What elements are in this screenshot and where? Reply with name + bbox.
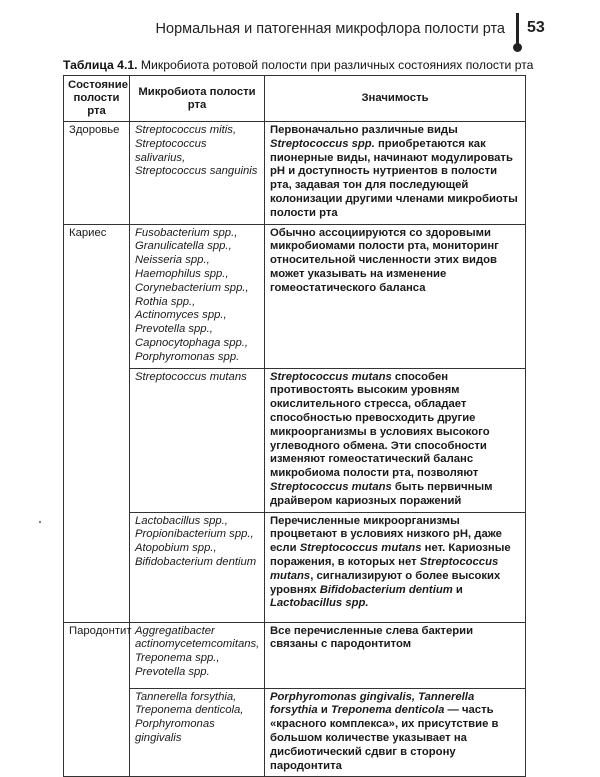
- significance-species: Streptococcus spp.: [270, 137, 375, 150]
- significance-text: приобретаются как пионерные виды, начинают модулировать pH и доступность нутриентов в полости рта, задавая тон для последующей колонизации другими членами микробиоты полости рта: [270, 137, 518, 219]
- significance-species: Streptococcus mutans: [270, 480, 392, 493]
- significance-cell: Все перечисленные слева бактерии связаны с пародонтитом: [265, 622, 526, 688]
- table-row: [64, 122, 526, 225]
- significance-species: Lactobacillus spp.: [270, 597, 369, 610]
- running-header: [0, 13, 600, 47]
- significance-text: быть первичным драйвером кариозных поражений: [270, 480, 493, 507]
- microbiota-cell: Streptococcus mutans: [130, 368, 265, 512]
- significance-cell: [265, 512, 526, 622]
- table-row: [64, 512, 526, 622]
- microbiota-cell: Streptococcus mitis, Streptococcus salivarius, Streptococcus sanguinis: [130, 122, 265, 225]
- significance-text: и: [452, 583, 463, 596]
- table-row: [64, 224, 526, 368]
- table-caption: [63, 58, 533, 72]
- significance-text: Перечисленные микроорганизмы процветают в условиях низкого pH, даже если: [270, 514, 502, 555]
- microbiota-table: [63, 75, 526, 777]
- table-caption-text: Микробиота ротовой полости при различных состояниях полости рта: [137, 58, 534, 72]
- significance-species: Treponema denticola: [330, 704, 445, 717]
- significance-text: и: [317, 704, 331, 717]
- significance-cell: Обычно ассоциируются со здоровыми микробиомами полости рта, мониторинг относительной численности этих видов может указывать на изменение гомеостатического баланса: [265, 224, 526, 368]
- significance-text: нет. Кариозные поражения, в которых нет: [270, 542, 511, 568]
- significance-text: Первоначально различные виды: [270, 124, 458, 136]
- microbiota-cell: Aggregatibacter actinomycetemcomitans, Treponema spp., Prevotella spp.: [130, 622, 265, 688]
- header-significance: Значимость: [265, 76, 526, 122]
- microbiota-cell: Fusobacterium spp., Granulicatella spp., Neisseria spp., Haemophilus spp., Corynebacterium spp., Rothia spp., Actinomyces spp., Prevotella spp., Capnocytophaga spp., Porphyromonas spp.: [130, 224, 265, 368]
- state-cell: Здоровье: [64, 122, 130, 225]
- page-number: 53: [527, 19, 545, 36]
- significance-species: Porphyromonas gingivalis, Tannerella forsythia: [270, 690, 475, 717]
- microbiota-cell: Tannerella forsythia, Treponema denticola, Porphyromonas gingivalis: [130, 688, 265, 777]
- state-cell: Пародонтит: [64, 622, 130, 777]
- significance-cell: [265, 688, 526, 777]
- table-row: [64, 688, 526, 777]
- header-divider: [516, 13, 519, 47]
- significance-text: способен противостоять высоким уровням окислительного стресса, обладает способностью превосходить другие микроорганизмы в условиях высокого углеводного обмена. Эти способности изменяют гомеостатический баланс микробиома полости рта, позволяют: [270, 370, 490, 480]
- margin-dot: [39, 521, 41, 523]
- header-microbiota: Микробиота полости рта: [130, 76, 265, 122]
- table-row: [64, 622, 526, 688]
- significance-species: Streptococcus mutans: [270, 555, 499, 582]
- state-cell: Кариес: [64, 224, 130, 622]
- significance-species: Streptococcus mutans: [270, 370, 392, 383]
- table-caption-label: Таблица 4.1.: [63, 58, 138, 72]
- header-state: Состояние полости рта: [64, 76, 130, 122]
- significance-cell: [265, 122, 526, 225]
- running-header-title: Нормальная и патогенная микрофлора полости рта: [155, 21, 505, 37]
- microbiota-cell: Lactobacillus spp., Propionibacterium spp., Atopobium spp., Bifidobacterium dentium: [130, 512, 265, 622]
- significance-text: — часть «красного комплекса», их присутствие в большом количестве указывает на дисбиотический сдвиг в сторону пародонтита: [270, 704, 499, 772]
- table-header-row: [64, 76, 526, 122]
- header-divider-dot: [513, 43, 522, 52]
- significance-species: Bifidobacterium dentium: [319, 583, 453, 596]
- table-row: [64, 368, 526, 512]
- significance-species: Streptococcus mutans: [299, 542, 422, 555]
- significance-text: , сигнализируют о более высоких уровнях: [270, 569, 501, 596]
- significance-cell: [265, 368, 526, 512]
